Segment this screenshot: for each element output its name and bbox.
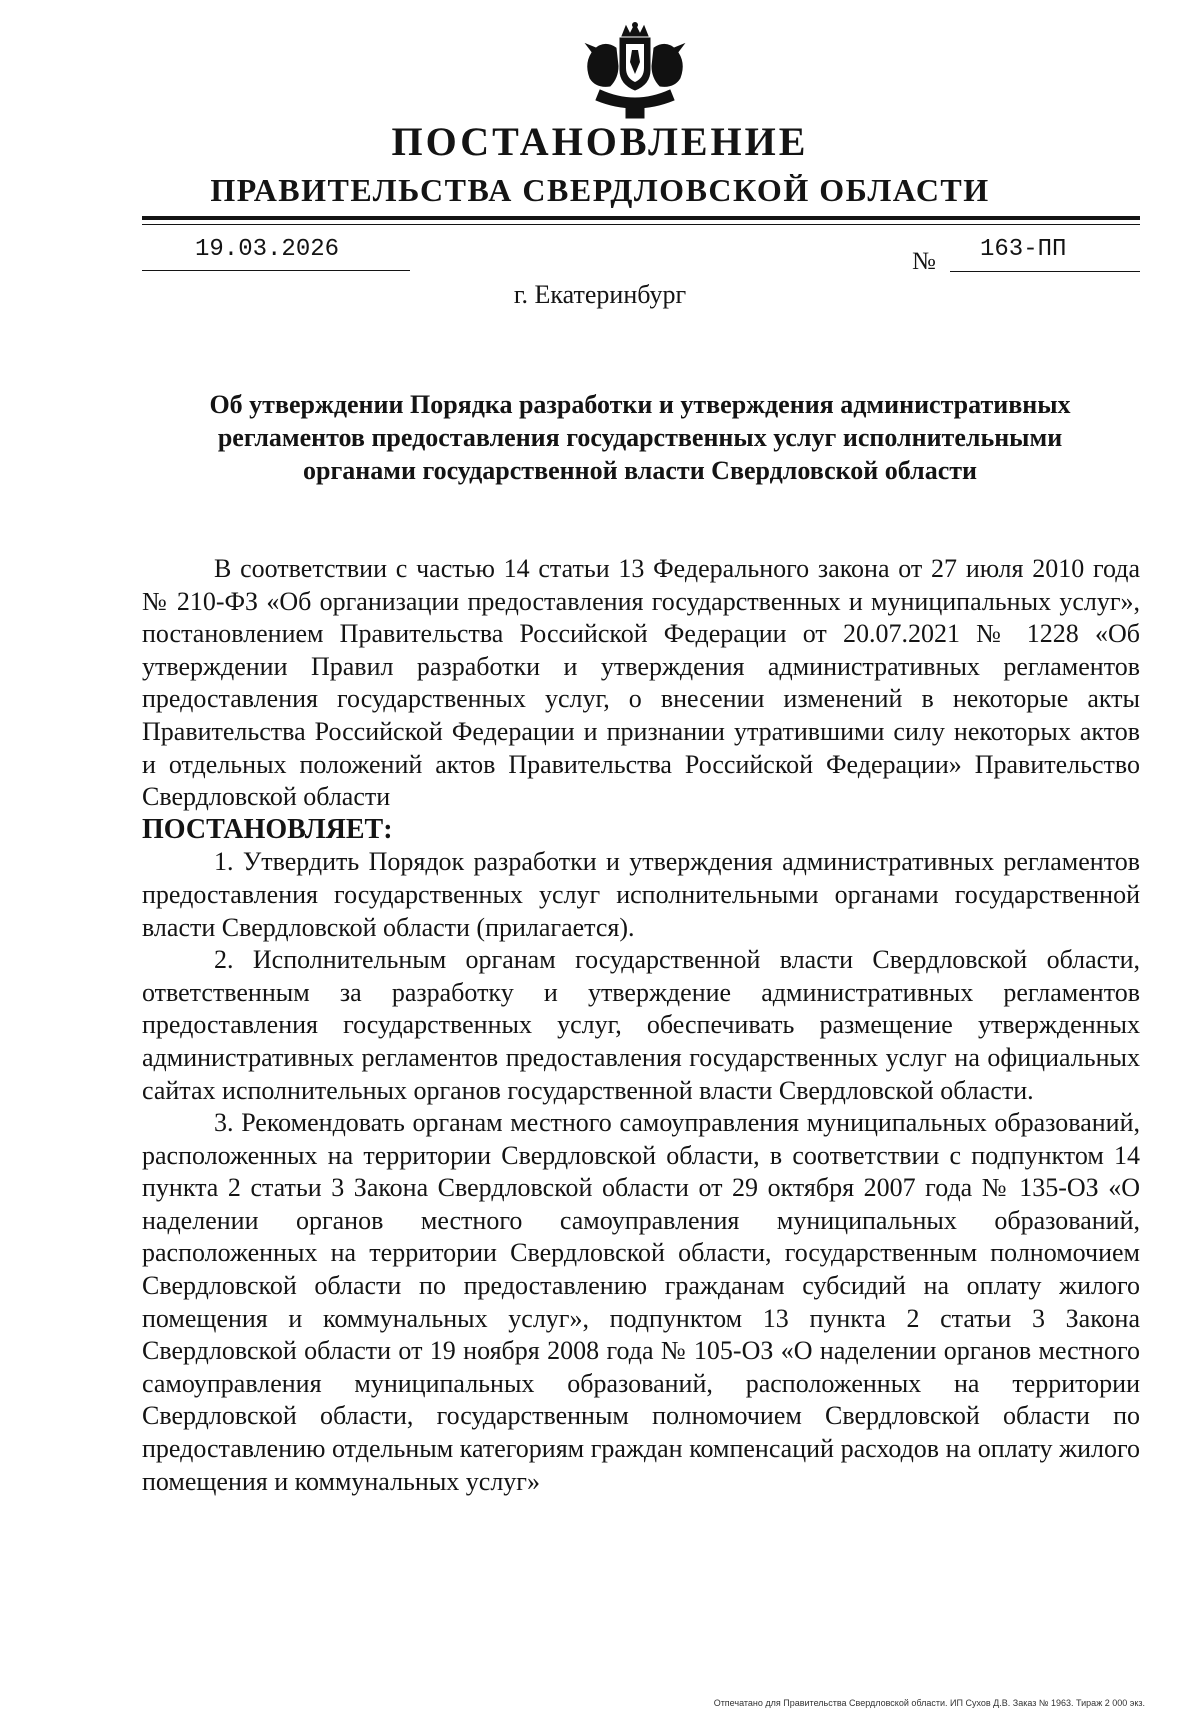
coat-of-arms-icon bbox=[570, 22, 700, 122]
document-subject: Об утверждении Порядка разработки и утверждения административных регламентов предоставления государственных услуг исполнительными органами государственной власти Свердловской области bbox=[209, 390, 1071, 485]
print-imprint: Отпечатано для Правительства Свердловской области. ИП Сухов Д.В. Заказ № 1963. Тираж 2 000 экз. bbox=[713, 1698, 1145, 1708]
item-paragraph-3: 3. Рекомендовать органам местного самоуправления муниципальных образований, расположенных на территории Свердловской области, в соответствии с подпунктом 14 пункта 2 статьи 3 Закона Свердловской области от 29 октября 2007 года № 135-ОЗ «О наделении органов местного самоуправления муниципальных образований, расположенных на территории Свердловской области, государственным полномочием Свердловской области по предоставлению гражданам субсидий на оплату жилого помещения и коммунальных услуг», подпунктом 13 пункта 2 статьи 3 Закона Свердловской области от 19 ноября 2008 года № 105-ОЗ «О наделении органов местного самоуправления муниципальных образований, расположенных на территории Свердловской области, государственным полномочием Свердловской области по предоставлению отдельным категориям граждан компенсаций расходов на оплату жилого помещения и коммунальных услуг» bbox=[142, 1108, 1140, 1496]
city-line: г. Екатеринбург bbox=[513, 280, 687, 309]
document-type-title: ПОСТАНОВЛЕНИЕ bbox=[391, 119, 809, 164]
header-divider-thick bbox=[142, 216, 1140, 220]
document-number: 163-ПП bbox=[980, 236, 1067, 263]
preamble-paragraph: В соответствии с частью 14 статьи 13 Федерального закона от 27 июля 2010 года № 210-ФЗ «Об организации предоставления государственных и муниципальных услуг», постановлением Правительства Российской Федерации от 20.07.2021 № 1228 «Об утверждении Правил разработки и утверждения административных регламентов предоставления государственных услуг, о внесении изменений в некоторые акты Правительства Российской Федерации и признании утратившими силу некоторых актов и отдельных положений актов Правительства Российской Федерации» Правительство Свердловской области bbox=[142, 554, 1140, 812]
number-label: № bbox=[912, 248, 936, 275]
issuer-title: ПРАВИТЕЛЬСТВА СВЕРДЛОВСКОЙ ОБЛАСТИ bbox=[210, 172, 990, 208]
number-underline bbox=[950, 271, 1140, 272]
decree-word: ПОСТАНОВЛЯЕТ: bbox=[142, 813, 393, 845]
item-paragraph-2: 2. Исполнительным органам государственной власти Свердловской области, ответственным за разработку и утверждение административных регламентов предоставления государственных услуг, обеспечивать размещение утвержденных административных регламентов предоставления государственных услуг на официальных сайтах исполнительных органов государственной власти Свердловской области. bbox=[142, 945, 1140, 1105]
document-body bbox=[142, 553, 1140, 1498]
header-divider-thin bbox=[142, 224, 1140, 225]
date-underline bbox=[142, 270, 410, 271]
document-date: 19.03.2026 bbox=[195, 236, 340, 263]
item-paragraph-1: 1. Утвердить Порядок разработки и утверждения административных регламентов предоставления государственных услуг исполнительными органами государственной власти Свердловской области (прилагается). bbox=[142, 847, 1140, 942]
